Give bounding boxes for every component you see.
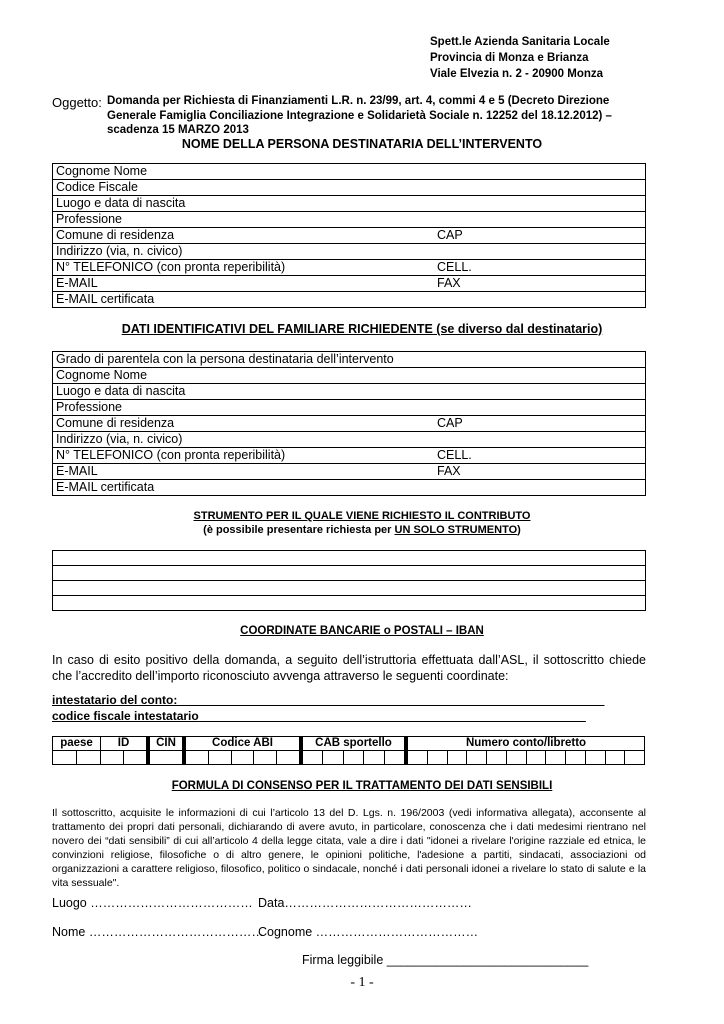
form-row xyxy=(53,416,646,432)
section2-title: DATI IDENTIFICATIVI DEL FAMILIARE RICHIEDENTE (se diverso dal destinatario) xyxy=(121,322,603,336)
instrument-subtitle-em: UN SOLO STRUMENTO xyxy=(394,524,518,536)
place-field[interactable]: Luogo ………………………………… xyxy=(52,896,253,910)
form-row xyxy=(53,244,646,260)
subject-line1: Domanda per Richiesta di Finanziamenti L.R. n. 23/99, art. 4, commi 4 e 5 (Decreto Direzione xyxy=(107,95,610,107)
form-row xyxy=(53,368,646,384)
iban-account-cells[interactable] xyxy=(406,751,645,765)
form-field-label[interactable]: Cognome Nome xyxy=(53,368,646,384)
iban-header-country: paese xyxy=(53,737,101,751)
form-row xyxy=(53,352,646,368)
iban-id-cells[interactable] xyxy=(101,751,149,765)
form-row xyxy=(53,292,646,308)
iban-header-account: Numero conto/libretto xyxy=(406,737,645,751)
form-row xyxy=(53,212,646,228)
section3-title xyxy=(0,509,724,537)
form-field-label[interactable]: Professione xyxy=(53,400,646,416)
page-number: - 1 - xyxy=(350,975,374,990)
section4-title: COORDINATE BANCARIE o POSTALI – IBAN xyxy=(240,625,484,637)
iban-header-row xyxy=(53,737,645,751)
recipient-data-table xyxy=(52,163,646,308)
form-row xyxy=(53,196,646,212)
form-field-label[interactable]: Codice Fiscale xyxy=(53,180,646,196)
form-field-label-secondary[interactable]: CELL. xyxy=(434,448,646,464)
recipient-line1: Spett.le Azienda Sanitaria Locale xyxy=(430,36,610,48)
iban-country-cells[interactable] xyxy=(53,751,101,765)
form-field-label[interactable]: Indirizzo (via, n. civico) xyxy=(53,432,646,448)
form-field-label[interactable]: Luogo e data di nascita xyxy=(53,384,646,400)
iban-input-row xyxy=(53,751,645,765)
form-field-label[interactable]: E-MAIL certificata xyxy=(53,292,646,308)
form-row xyxy=(53,480,646,496)
form-field-label-secondary[interactable]: CAP xyxy=(434,416,646,432)
iban-header-cab: CAB sportello xyxy=(301,737,406,751)
holder-tax-code-field[interactable] xyxy=(52,708,586,724)
iban-header-id: ID xyxy=(101,737,149,751)
instrument-title: STRUMENTO PER IL QUALE VIENE RICHIESTO IL CONTRIBUTO xyxy=(193,510,531,522)
instrument-row[interactable] xyxy=(53,581,646,596)
recipient-line3: Viale Elvezia n. 2 - 20900 Monza xyxy=(430,68,604,80)
form-field-label[interactable]: Comune di residenza xyxy=(53,416,435,432)
form-field-label[interactable]: Indirizzo (via, n. civico) xyxy=(53,244,646,260)
subject-text xyxy=(107,94,647,138)
form-field-label[interactable]: E-MAIL xyxy=(53,464,435,480)
subject-line2: Generale Famiglia Conciliazione Integrazione e Solidarietà Sociale n. 12252 del 18.12.2012) – xyxy=(107,109,612,122)
form-field-label[interactable]: N° TELEFONICO (con pronta reperibilità) xyxy=(53,448,435,464)
form-row xyxy=(53,464,646,480)
form-field-label[interactable]: N° TELEFONICO (con pronta reperibilità) xyxy=(53,260,435,276)
iban-cin-cell[interactable] xyxy=(148,751,184,765)
form-field-label[interactable]: E-MAIL xyxy=(53,276,435,292)
signature-field[interactable]: Firma leggibile _____________________________ xyxy=(302,953,589,967)
iban-paragraph: In caso di esito positivo della domanda, a seguito dell’istruttoria effettuata dall’ASL, il sottoscritto chiede che l’accredito dell’importo riconosciuto avvenga attraverso le seguenti coordinate: xyxy=(52,653,646,683)
section1-title: NOME DELLA PERSONA DESTINATARIA DELL’INTERVENTO xyxy=(181,137,543,151)
instrument-row[interactable] xyxy=(53,551,646,566)
iban-abi-cells[interactable] xyxy=(184,751,301,765)
form-field-label-secondary[interactable]: FAX xyxy=(434,464,646,480)
form-row xyxy=(53,432,646,448)
form-row xyxy=(53,180,646,196)
form-field-label[interactable]: Comune di residenza xyxy=(53,228,435,244)
form-field-label[interactable]: Cognome Nome xyxy=(53,164,646,180)
consent-text: Il sottoscritto, acquisite le informazioni di cui l’articolo 13 del D. Lgs. n. 196/2003 (vedi informativa allegata), acconsente al trattamento dei propri dati personali, dichiarando di avere avuto, in particolare, conoscenza che i dati medesimi rientrano nel novero dei “dati sensibili” di cui all’articolo 4 della legge citata, vale a dire i dati "idonei a rivelare l'origine razziale ed etnica, le convinzioni religiose, filosofiche o di altro genere, le opinioni politiche, l'adesione a partiti, sindacati, associazioni od organizzazioni a carattere religioso, filosofico, politico o sindacale, nonché i dati personali idonei a rivelare lo stato di salute e la vita sessuale". xyxy=(52,807,646,889)
form-row xyxy=(53,164,646,180)
form-field-label[interactable]: Luogo e data di nascita xyxy=(53,196,646,212)
form-field-label-secondary[interactable]: CELL. xyxy=(434,260,646,276)
applicant-data-table xyxy=(52,351,646,496)
form-field-label[interactable]: E-MAIL certificata xyxy=(53,480,646,496)
form-field-label[interactable]: Professione xyxy=(53,212,646,228)
instrument-table xyxy=(52,550,646,611)
form-field-label-secondary[interactable]: FAX xyxy=(434,276,646,292)
subject-line3: scadenza 15 MARZO 2013 xyxy=(107,124,249,136)
iban-grid xyxy=(52,736,645,765)
instrument-row[interactable] xyxy=(53,566,646,581)
instrument-subtitle xyxy=(0,523,724,537)
account-holder-line: ________________________________________________________________ xyxy=(177,693,605,707)
form-row xyxy=(53,448,646,464)
surname-field[interactable]: Cognome ………………………………… xyxy=(258,925,479,939)
instrument-row[interactable] xyxy=(53,596,646,611)
instrument-subtitle-pre: (è possibile presentare richiesta per xyxy=(203,524,395,536)
iban-cab-cells[interactable] xyxy=(301,751,406,765)
holder-tax-code-line: __________________________________________________________ xyxy=(198,709,586,723)
form-row xyxy=(53,228,646,244)
iban-header-cin: CIN xyxy=(148,737,184,751)
name-field[interactable]: Nome …………………………………… xyxy=(52,925,264,939)
date-field[interactable]: Data……………………………………… xyxy=(258,896,472,910)
subject-label: Oggetto: xyxy=(52,95,102,110)
instrument-subtitle-post: ) xyxy=(517,524,521,536)
form-row xyxy=(53,384,646,400)
section5-title: FORMULA DI CONSENSO PER IL TRATTAMENTO DEI DATI SENSIBILI xyxy=(171,780,553,792)
form-row xyxy=(53,260,646,276)
form-row xyxy=(53,276,646,292)
holder-tax-code-label: codice fiscale intestatario xyxy=(52,709,199,723)
form-field-label-secondary[interactable]: CAP xyxy=(434,228,646,244)
recipient-line2: Provincia di Monza e Brianza xyxy=(430,52,589,64)
form-field-label[interactable]: Grado di parentela con la persona destinataria dell’intervento xyxy=(53,352,646,368)
account-holder-label: intestatario del conto: xyxy=(52,693,178,707)
iban-header-abi: Codice ABI xyxy=(184,737,301,751)
account-holder-field[interactable] xyxy=(52,692,604,708)
form-row xyxy=(53,400,646,416)
recipient-address xyxy=(430,34,610,82)
